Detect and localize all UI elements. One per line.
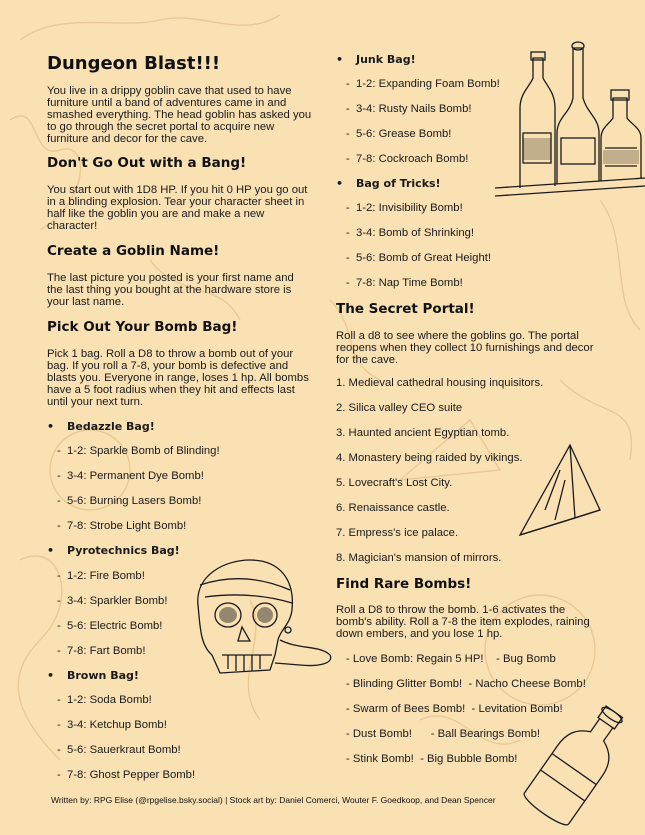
intro-text: You live in a drippy goblin cave that used to have furniture until a band of adventures came in and smashed everything. The head goblin has asked you to go through the secret portal to acquire new furniture and decor for the cave. [47, 85, 312, 145]
bag-tricks [336, 177, 441, 190]
portal-text: Roll a d8 to see where the goblins go. The portal reopens when they collect 10 furnishings and decor for the cave. [336, 330, 594, 366]
bag-junk [336, 53, 416, 66]
page-title: Dungeon Blast!!! [47, 53, 221, 74]
name-text: The last picture you posted is your first name and the last thing you bought at the hardware store is your last name. [47, 272, 294, 308]
list-item: - 7-8: Fart Bomb! [57, 645, 146, 657]
credits-footer: Written by: RPG Elise (@rpgelise.bsky.social) | Stock art by: Daniel Comerci, Wouter F. Goedkoop, and Dean Spencer [51, 795, 496, 805]
bottles-illustration [495, 38, 645, 198]
portal-item: 3. Haunted ancient Egyptian tomb. [336, 427, 510, 439]
portal-item: 5. Lovecraft's Lost City. [336, 477, 453, 489]
skull-illustration [180, 555, 335, 685]
portal-item: 8. Magician's mansion of mirrors. [336, 552, 502, 564]
portal-item: 6. Renaissance castle. [336, 502, 450, 514]
list-item: - 1-2: Sparkle Bomb of Blinding! [57, 445, 220, 457]
list-item: - 3-4: Permanent Dye Bomb! [57, 470, 204, 482]
flask-illustration [515, 700, 640, 830]
bag-bedazzle [47, 420, 155, 433]
list-item: - 7-8: Ghost Pepper Bomb! [57, 769, 196, 781]
list-item: - 5-6: Grease Bomb! [346, 128, 452, 140]
bullet-icon: • [47, 544, 55, 557]
bang-heading: Don't Go Out with a Bang! [47, 155, 247, 171]
bullet-icon: • [336, 177, 344, 190]
bag-brown [47, 669, 139, 682]
portal-item: 2. Silica valley CEO suite [336, 402, 463, 414]
list-item: - 1-2: Invisibility Bomb! [346, 202, 463, 214]
bullet-icon: • [47, 669, 55, 682]
name-heading: Create a Goblin Name! [47, 243, 220, 259]
rare-row: - Dust Bomb! - Ball Bearings Bomb! [346, 728, 540, 740]
list-item: - 5-6: Bomb of Great Height! [346, 252, 492, 264]
list-item: - 3-4: Rusty Nails Bomb! [346, 103, 472, 115]
portal-item: 7. Empress's ice palace. [336, 527, 459, 539]
list-item: - 3-4: Bomb of Shrinking! [346, 227, 475, 239]
list-item: - 1-2: Soda Bomb! [57, 694, 152, 706]
rare-row: - Swarm of Bees Bomb! - Levitation Bomb! [346, 703, 563, 715]
portal-item: 4. Monastery being raided by vikings. [336, 452, 523, 464]
list-item: - 5-6: Electric Bomb! [57, 620, 163, 632]
portal-item: 1. Medieval cathedral housing inquisitors. [336, 377, 544, 389]
rare-heading: Find Rare Bombs! [336, 576, 472, 592]
list-item: - 7-8: Cockroach Bomb! [346, 153, 469, 165]
rare-row: - Love Bomb: Regain 5 HP! - Bug Bomb [346, 653, 556, 665]
rare-row: - Blinding Glitter Bomb! - Nacho Cheese Bomb! [346, 678, 586, 690]
list-item: - 5-6: Sauerkraut Bomb! [57, 744, 181, 756]
bag-name: Bag of Tricks! [356, 177, 441, 190]
bag-name: Bedazzle Bag! [67, 420, 155, 433]
rare-row: - Stink Bomb! - Big Bubble Bomb! [346, 753, 518, 765]
bombbag-heading: Pick Out Your Bomb Bag! [47, 319, 238, 335]
list-item: - 5-6: Burning Lasers Bomb! [57, 495, 202, 507]
list-item: - 1-2: Fire Bomb! [57, 570, 145, 582]
list-item: - 3-4: Ketchup Bomb! [57, 719, 167, 731]
bullet-icon: • [336, 53, 344, 66]
list-item: - 1-2: Expanding Foam Bomb! [346, 78, 500, 90]
bag-pyrotechnics [47, 544, 180, 557]
list-item: - 7-8: Strobe Light Bomb! [57, 520, 187, 532]
crystal-prism-illustration [515, 440, 605, 540]
bag-name: Pyrotechnics Bag! [67, 544, 180, 557]
list-item: - 7-8: Nap Time Bomb! [346, 277, 463, 289]
bang-text: You start out with 1D8 HP. If you hit 0 HP you go out in a blinding explosion. Tear your character sheet in half like the goblin you are and make a new character! [47, 184, 308, 232]
portal-heading: The Secret Portal! [336, 301, 475, 317]
bombbag-text: Pick 1 bag. Roll a D8 to throw a bomb out of your bag. If you roll a 7-8, your bomb is defective and blasts you. Everyone in range, loses 1 hp. All bombs have a 5 foot radius when they hit and effects last until your next turn. [47, 348, 309, 408]
bullet-icon: • [47, 420, 55, 433]
bag-name: Brown Bag! [67, 669, 139, 682]
list-item: - 3-4: Sparkler Bomb! [57, 595, 168, 607]
rare-text: Roll a D8 to throw the bomb. 1-6 activates the bomb's ability. Roll a 7-8 the item explodes, raining down embers, and you lose 1 hp. [336, 604, 590, 640]
bag-name: Junk Bag! [356, 53, 416, 66]
